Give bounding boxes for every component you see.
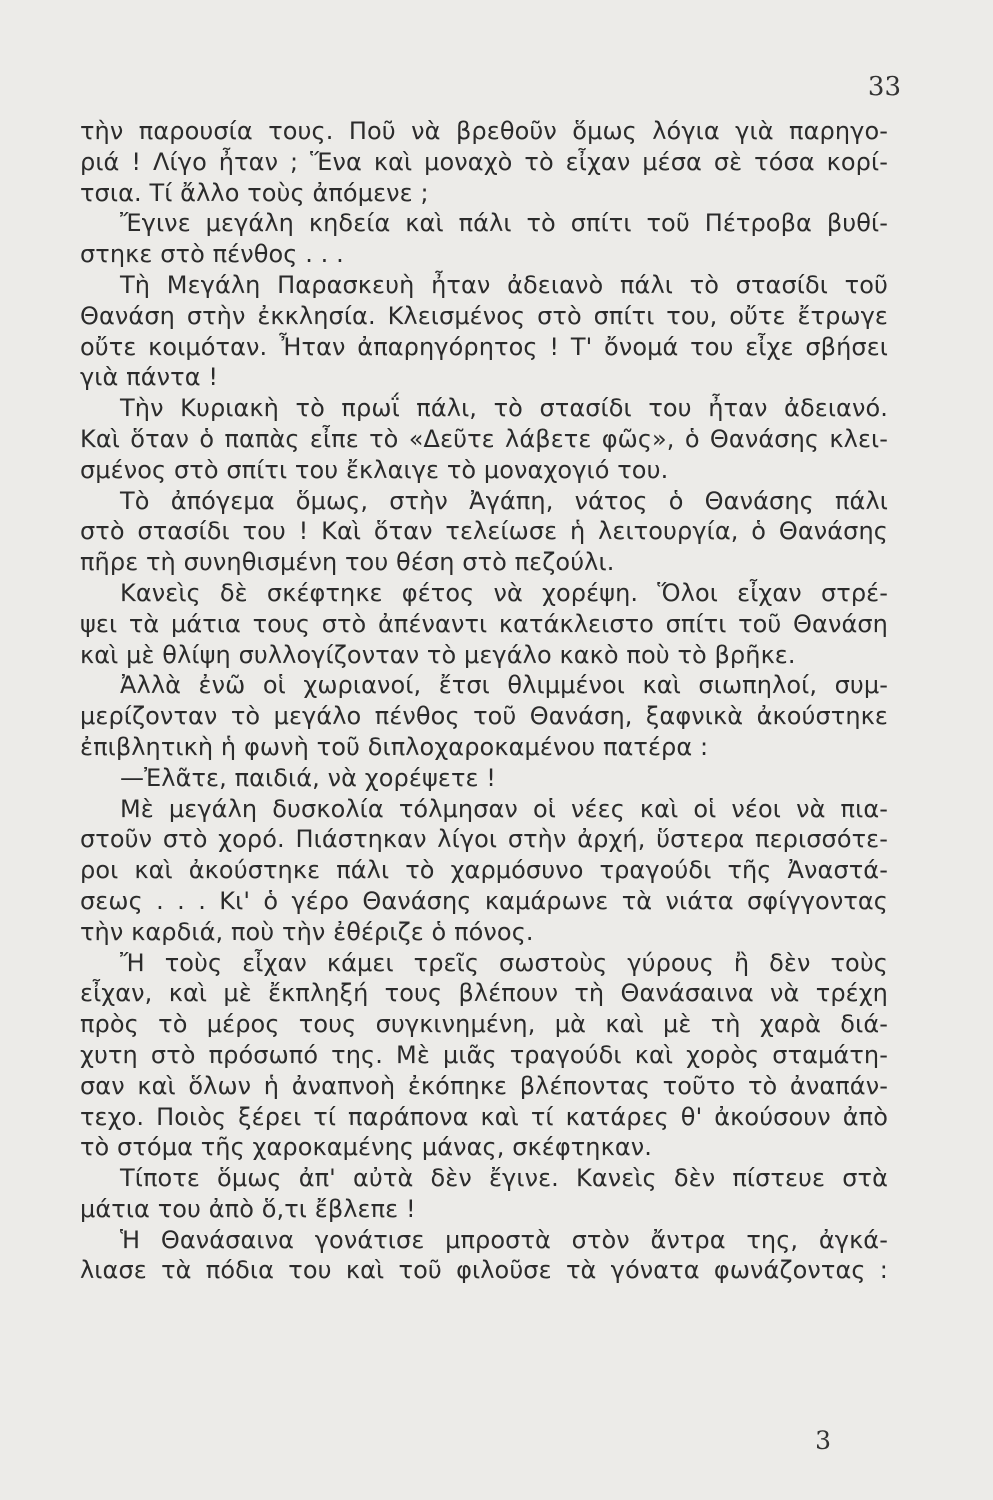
text-line: γιὰ πάντα ! — [80, 363, 219, 392]
text-line: μάτια του ἀπὸ ὅ,τι ἔβλεπε ! — [80, 1194, 416, 1223]
text-line: εἶχαν, καὶ μὲ ἔκπληξή τους βλέπουν τὴ Θανάσαινα νὰ τρέχη — [80, 979, 888, 1008]
text-line: σμένος στὸ σπίτι του ἔκλαιγε τὸ μοναχογιό του. — [80, 455, 669, 484]
text-line: τὴν παρουσία τους. Ποῦ νὰ βρεθοῦν ὅμως λόγια γιὰ παρηγο- — [80, 117, 888, 145]
text-line: στοῦν στὸ χορό. Πιάστηκαν λίγοι στὴν ἀρχή, ὕστερα περισσότε- — [80, 825, 888, 854]
text-line: στὸ στασίδι του ! Καὶ ὅταν τελείωσε ἡ λειτουργία, ὁ Θανάσης — [80, 517, 888, 546]
text-line: χυτη στὸ πρόσωπό της. Μὲ μιᾶς τραγούδι καὶ χορὸς σταμάτη- — [80, 1040, 888, 1069]
text-line: Τίποτε ὅμως ἀπ' αὐτὰ δὲν ἔγινε. Κανεὶς δὲν πίστευε στὰ — [120, 1164, 888, 1193]
text-line: Τὴ Μεγάλη Παρασκευὴ ἦταν ἀδειανὸ πάλι τὸ στασίδι τοῦ — [120, 270, 888, 299]
body-text — [80, 116, 888, 1286]
text-line: καὶ μὲ θλίψη συλλογίζονταν τὸ μεγάλο κακὸ ποὺ τὸ βρῆκε. — [80, 640, 796, 669]
text-line: Ἔγινε μεγάλη κηδεία καὶ πάλι τὸ σπίτι τοῦ Πέτροβα βυθί- — [120, 209, 888, 238]
page-number: 33 — [867, 72, 901, 102]
text-line: οὔτε κοιμόταν. Ἦταν ἀπαρηγόρητος ! Τ' ὄνομά του εἶχε σβήσει — [80, 332, 888, 361]
text-line: Ἡ Θανάσαινα γονάτισε μπροστὰ στὸν ἄντρα της, ἀγκά- — [120, 1225, 888, 1254]
text-line: μερίζονταν τὸ μεγάλο πένθος τοῦ Θανάση, ξαφνικὰ ἀκούστηκε — [80, 702, 888, 731]
text-line: Τὴν Κυριακὴ τὸ πρωΐ πάλι, τὸ στασίδι του ἦταν ἀδειανό. — [120, 394, 888, 423]
text-line: λιασε τὰ πόδια του καὶ τοῦ φιλοῦσε τὰ γόνατα φωνάζοντας : — [80, 1256, 888, 1285]
text-line: Ἤ τοὺς εἶχαν κάμει τρεῖς σωστοὺς γύρους ἢ δὲν τοὺς — [120, 948, 888, 977]
text-line: ροι καὶ ἀκούστηκε πάλι τὸ χαρμόσυνο τραγούδι τῆς Ἀναστά- — [80, 856, 888, 885]
text-line: ριά ! Λίγο ἦταν ; Ἕνα καὶ μοναχὸ τὸ εἶχαν μέσα σὲ τόσα κορί- — [80, 147, 888, 176]
text-line: τὴν καρδιά, ποὺ τὴν ἐθέριζε ὁ πόνος. — [80, 917, 534, 946]
text-line: στηκε στὸ πένθος . . . — [80, 240, 344, 269]
text-line: Κανεὶς δὲ σκέφτηκε φέτος νὰ χορέψη. Ὅλοι εἶχαν στρέ- — [120, 578, 888, 607]
text-line: Μὲ μεγάλη δυσκολία τόλμησαν οἱ νέες καὶ οἱ νέοι νὰ πια- — [120, 794, 888, 823]
text-line: πρὸς τὸ μέρος τους συγκινημένη, μὰ καὶ μὲ τὴ χαρὰ διά- — [80, 1010, 888, 1039]
text-line: πῆρε τὴ συνηθισμένη του θέση στὸ πεζούλι. — [80, 548, 615, 577]
text-line: ἐπιβλητικὴ ἡ φωνὴ τοῦ διπλοχαροκαμένου πατέρα : — [80, 732, 709, 761]
text-line: τεχο. Ποιὸς ξέρει τί παράπονα καὶ τί κατάρες θ' ἀκούσουν ἀπὸ — [80, 1102, 888, 1131]
signature-mark: 3 — [815, 1426, 831, 1455]
text-line: τὸ στόμα τῆς χαροκαμένης μάνας, σκέφτηκαν. — [80, 1133, 653, 1162]
text-line: σεως . . . Κι' ὁ γέρο Θανάσης καμάρωνε τὰ νιάτα σφίγγοντας — [80, 886, 888, 915]
text-line: Καὶ ὅταν ὁ παπὰς εἶπε τὸ «Δεῦτε λάβετε φῶς», ὁ Θανάσης κλει- — [80, 424, 888, 453]
text-line: Θανάση στὴν ἐκκλησία. Κλεισμένος στὸ σπίτι του, οὔτε ἔτρωγε — [80, 301, 888, 330]
text-line: Τὸ ἀπόγεμα ὅμως, στὴν Ἀγάπη, νάτος ὁ Θανάσης πάλι — [120, 486, 888, 515]
text-line: Ἀλλὰ ἐνῶ οἱ χωριανοί, ἔτσι θλιμμένοι καὶ σιωπηλοί, συμ- — [120, 671, 888, 700]
text-line: σαν καὶ ὅλων ἡ ἀναπνοὴ ἐκόπηκε βλέποντας τοῦτο τὸ ἀναπάν- — [80, 1071, 888, 1100]
text-line: —Ἐλᾶτε, παιδιά, νὰ χορέψετε ! — [120, 763, 497, 792]
text-line: ψει τὰ μάτια τους στὸ ἀπέναντι κατάκλειστο σπίτι τοῦ Θανάση — [80, 609, 888, 638]
text-line: τσια. Τί ἄλλο τοὺς ἀπόμενε ; — [80, 178, 429, 207]
